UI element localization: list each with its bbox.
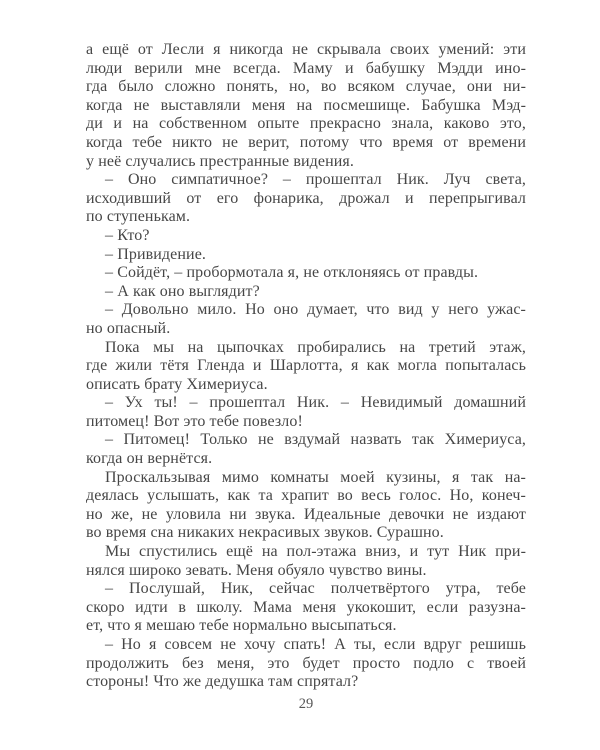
text-line: когда он вернётся. bbox=[86, 450, 213, 468]
text-line: – Сойдёт, – пробормотала я, не отклоняясь от правды. bbox=[105, 264, 479, 282]
text-line: но же, не уловила ни звука. Идеальные девочки не издают bbox=[86, 505, 526, 523]
text-line: а ещё от Лесли я никогда не скрывала своих умений: эти bbox=[86, 41, 526, 58]
text-line: нялся широко зевать. Меня обуяло чувство вины. bbox=[86, 561, 427, 579]
text-line: когда тебе никто не верит, потому что время от времени bbox=[86, 133, 526, 151]
page-text bbox=[86, 41, 526, 692]
text-line: – А как оно выглядит? bbox=[105, 282, 260, 300]
text-line: ет, что я мешаю тебе нормально высыпаться. bbox=[86, 617, 397, 635]
text-line: скоро идти в школу. Мама меня укокошит, если разузна- bbox=[86, 598, 526, 616]
text-line: во время сна никаких некрасивых звуков. Сурашно. bbox=[86, 524, 444, 542]
text-line: по ступенькам. bbox=[86, 208, 191, 226]
text-line: Проскальзывая мимо комнаты моей кузины, я так на- bbox=[105, 468, 526, 486]
text-line: – Оно симпатичное? – прошептал Ник. Луч света, bbox=[105, 171, 526, 189]
text-line: когда не выставляли меня на посмешище. Бабушка Мэд- bbox=[86, 96, 526, 114]
text-line: у неё случались престранные видения. bbox=[86, 152, 354, 170]
text-line: ди и на собственном опыте прекрасно знала, каково это, bbox=[86, 115, 526, 133]
text-line: – Кто? bbox=[105, 226, 150, 244]
text-line: питомец! Вот это тебе повезло! bbox=[86, 412, 303, 430]
text-line: Мы спустились ещё на пол-этажа вниз, и тут Ник при- bbox=[105, 543, 526, 561]
page-number: 29 bbox=[298, 696, 314, 712]
text-line: – Ух ты! – прошептал Ник. – Невидимый домашний bbox=[105, 394, 526, 412]
text-line: гда было сложно понять, но, во всяком случае, они ни- bbox=[86, 78, 526, 96]
text-line: Пока мы на цыпочках пробирались на третий этаж, bbox=[105, 338, 526, 356]
text-line: – Привидение. bbox=[105, 245, 207, 263]
text-line: где жили тётя Гленда и Шарлотта, я как могла попыталась bbox=[86, 357, 526, 375]
text-line: но опасный. bbox=[86, 319, 171, 337]
text-line: описать брату Химериуса. bbox=[86, 375, 268, 393]
text-line: – Довольно мило. Но оно думает, что вид у него ужас- bbox=[105, 301, 526, 319]
text-line: исходивший от его фонарика, дрожал и перепрыгивал bbox=[86, 189, 526, 207]
text-line: – Питомец! Только не вздумай назвать так Химериуса, bbox=[105, 431, 526, 449]
text-line: люди верили мне всегда. Маму и бабушку Мэдди ино- bbox=[86, 59, 526, 77]
text-line: – Послушай, Ник, сейчас полчетвёртого утра, тебе bbox=[105, 580, 526, 598]
text-line: стороны! Что же дедушка там спрятал? bbox=[86, 673, 359, 691]
text-line: – Но я совсем не хочу спать! А ты, если вдруг решишь bbox=[105, 636, 526, 653]
text-line: деялась услышать, как та храпит во весь голос. Но, конеч- bbox=[86, 487, 526, 505]
text-line: продолжить без меня, это будет просто подло с твоей bbox=[86, 654, 526, 672]
